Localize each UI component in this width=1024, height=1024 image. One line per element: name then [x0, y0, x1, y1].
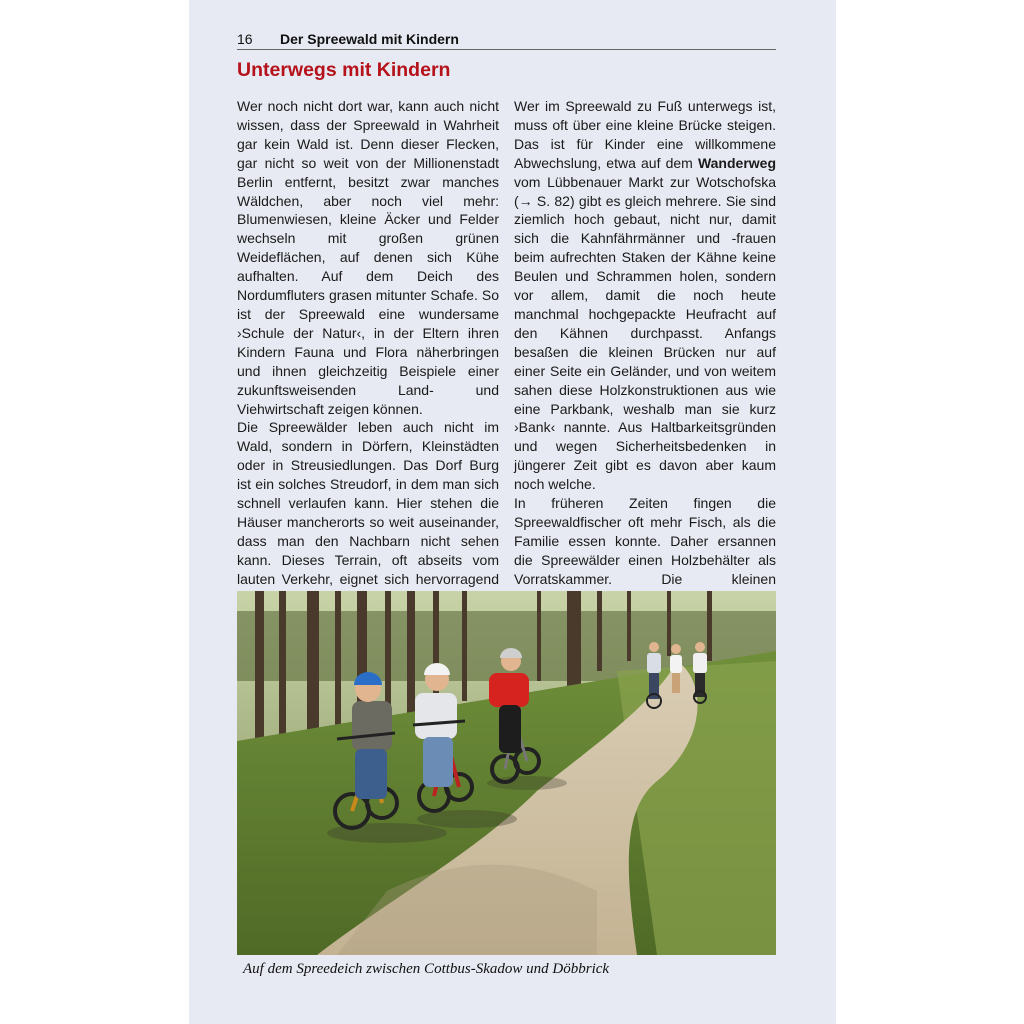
- text-run: vom Lübbenauer Markt zur Wotschofska (→ S. 82) gibt es gleich mehrere. Sie sind ziemlich hoch gebaut, nicht nur, damit sich die Kahnfährmänner und -frauen beim aufrechten Staken der Kähne keine Beulen und Schrammen holen, sondern vor allem, damit die noch heute manchmal hochgepackte Heufracht auf den Kähnen durchpasst. Anfangs besaßen die kleinen Brücken nur auf einer Seite ein Geländer, und von weitem sahen diese Holzkonstruktionen aus wie eine Parkbank, weshalb man sie kurz ›Bank‹ nannte. Aus Haltbarkeitsgründen und wegen Sicherheitsbedenken in jüngerer Zeit gibt es davon aber kaum noch welche.: [514, 173, 776, 493]
- running-header: [237, 30, 776, 50]
- book-page: [189, 0, 836, 1024]
- paragraph: In früheren Zeiten fingen die Spreewaldfischer oft mehr Fisch, als die Familie essen konnte. Daher ersannen die Spreewälder einen Holzbehälter als Vorratskammer. Die kleinen: [514, 495, 776, 587]
- paragraph: [514, 97, 776, 494]
- paragraph: Die Spreewälder leben auch nicht im Wald, sondern in Dörfern, Kleinstädten oder in Streusiedlungen. Das Dorf Burg ist ein solches Streudorf, in dem man sich schnell verlaufen kann. Hier stehen die Häuser mancherorts so weit auseinander, dass man den Nachbarn nicht sehen kann. Dieses Terrain, oft abseits vom lauten Verkehr, eignet sich hervorragend: [237, 419, 499, 587]
- text-column-left: [237, 97, 499, 626]
- photo-cyclists: [237, 591, 776, 955]
- bold-term: Wanderweg: [697, 154, 776, 171]
- page-number: 16: [237, 31, 253, 47]
- text-column-right: [514, 97, 776, 626]
- paragraph: Wer noch nicht dort war, kann auch nicht wissen, dass der Spreewald in Wahrheit gar kein Wald ist. Denn dieser Flecken, gar nicht so weit von der Millionenstadt Berlin entfernt, besitzt zwar manches Wäldchen, aber noch viel mehr: Blumenwiesen, kleine Äcker und Felder wechseln mit großen grünen Weideflächen, auf denen sich Kühe aufhalten. Auf dem Deich des Nordumfluters grasen mitunter Schafe. So ist der Spreewald eine wundersame ›Schule der Natur‹, in der Eltern ihren Kindern Fauna und Flora näherbringen und ihnen gleichzeitig Beispiele einer zukunftsweisenden Land- und Viehwirtschaft zeigen können.: [237, 98, 499, 417]
- text-run: Wer im Spreewald zu Fuß unterwegs ist, muss oft über eine kleine Brücke steigen. Das ist für Kinder eine willkommene Abwechslung, etwa auf dem: [514, 98, 776, 171]
- running-title: Der Spreewald mit Kindern: [280, 31, 459, 47]
- photo-caption: Auf dem Spreedeich zwischen Cottbus-Skadow und Döbbrick: [243, 961, 610, 977]
- section-title: Unterwegs mit Kindern: [237, 59, 451, 81]
